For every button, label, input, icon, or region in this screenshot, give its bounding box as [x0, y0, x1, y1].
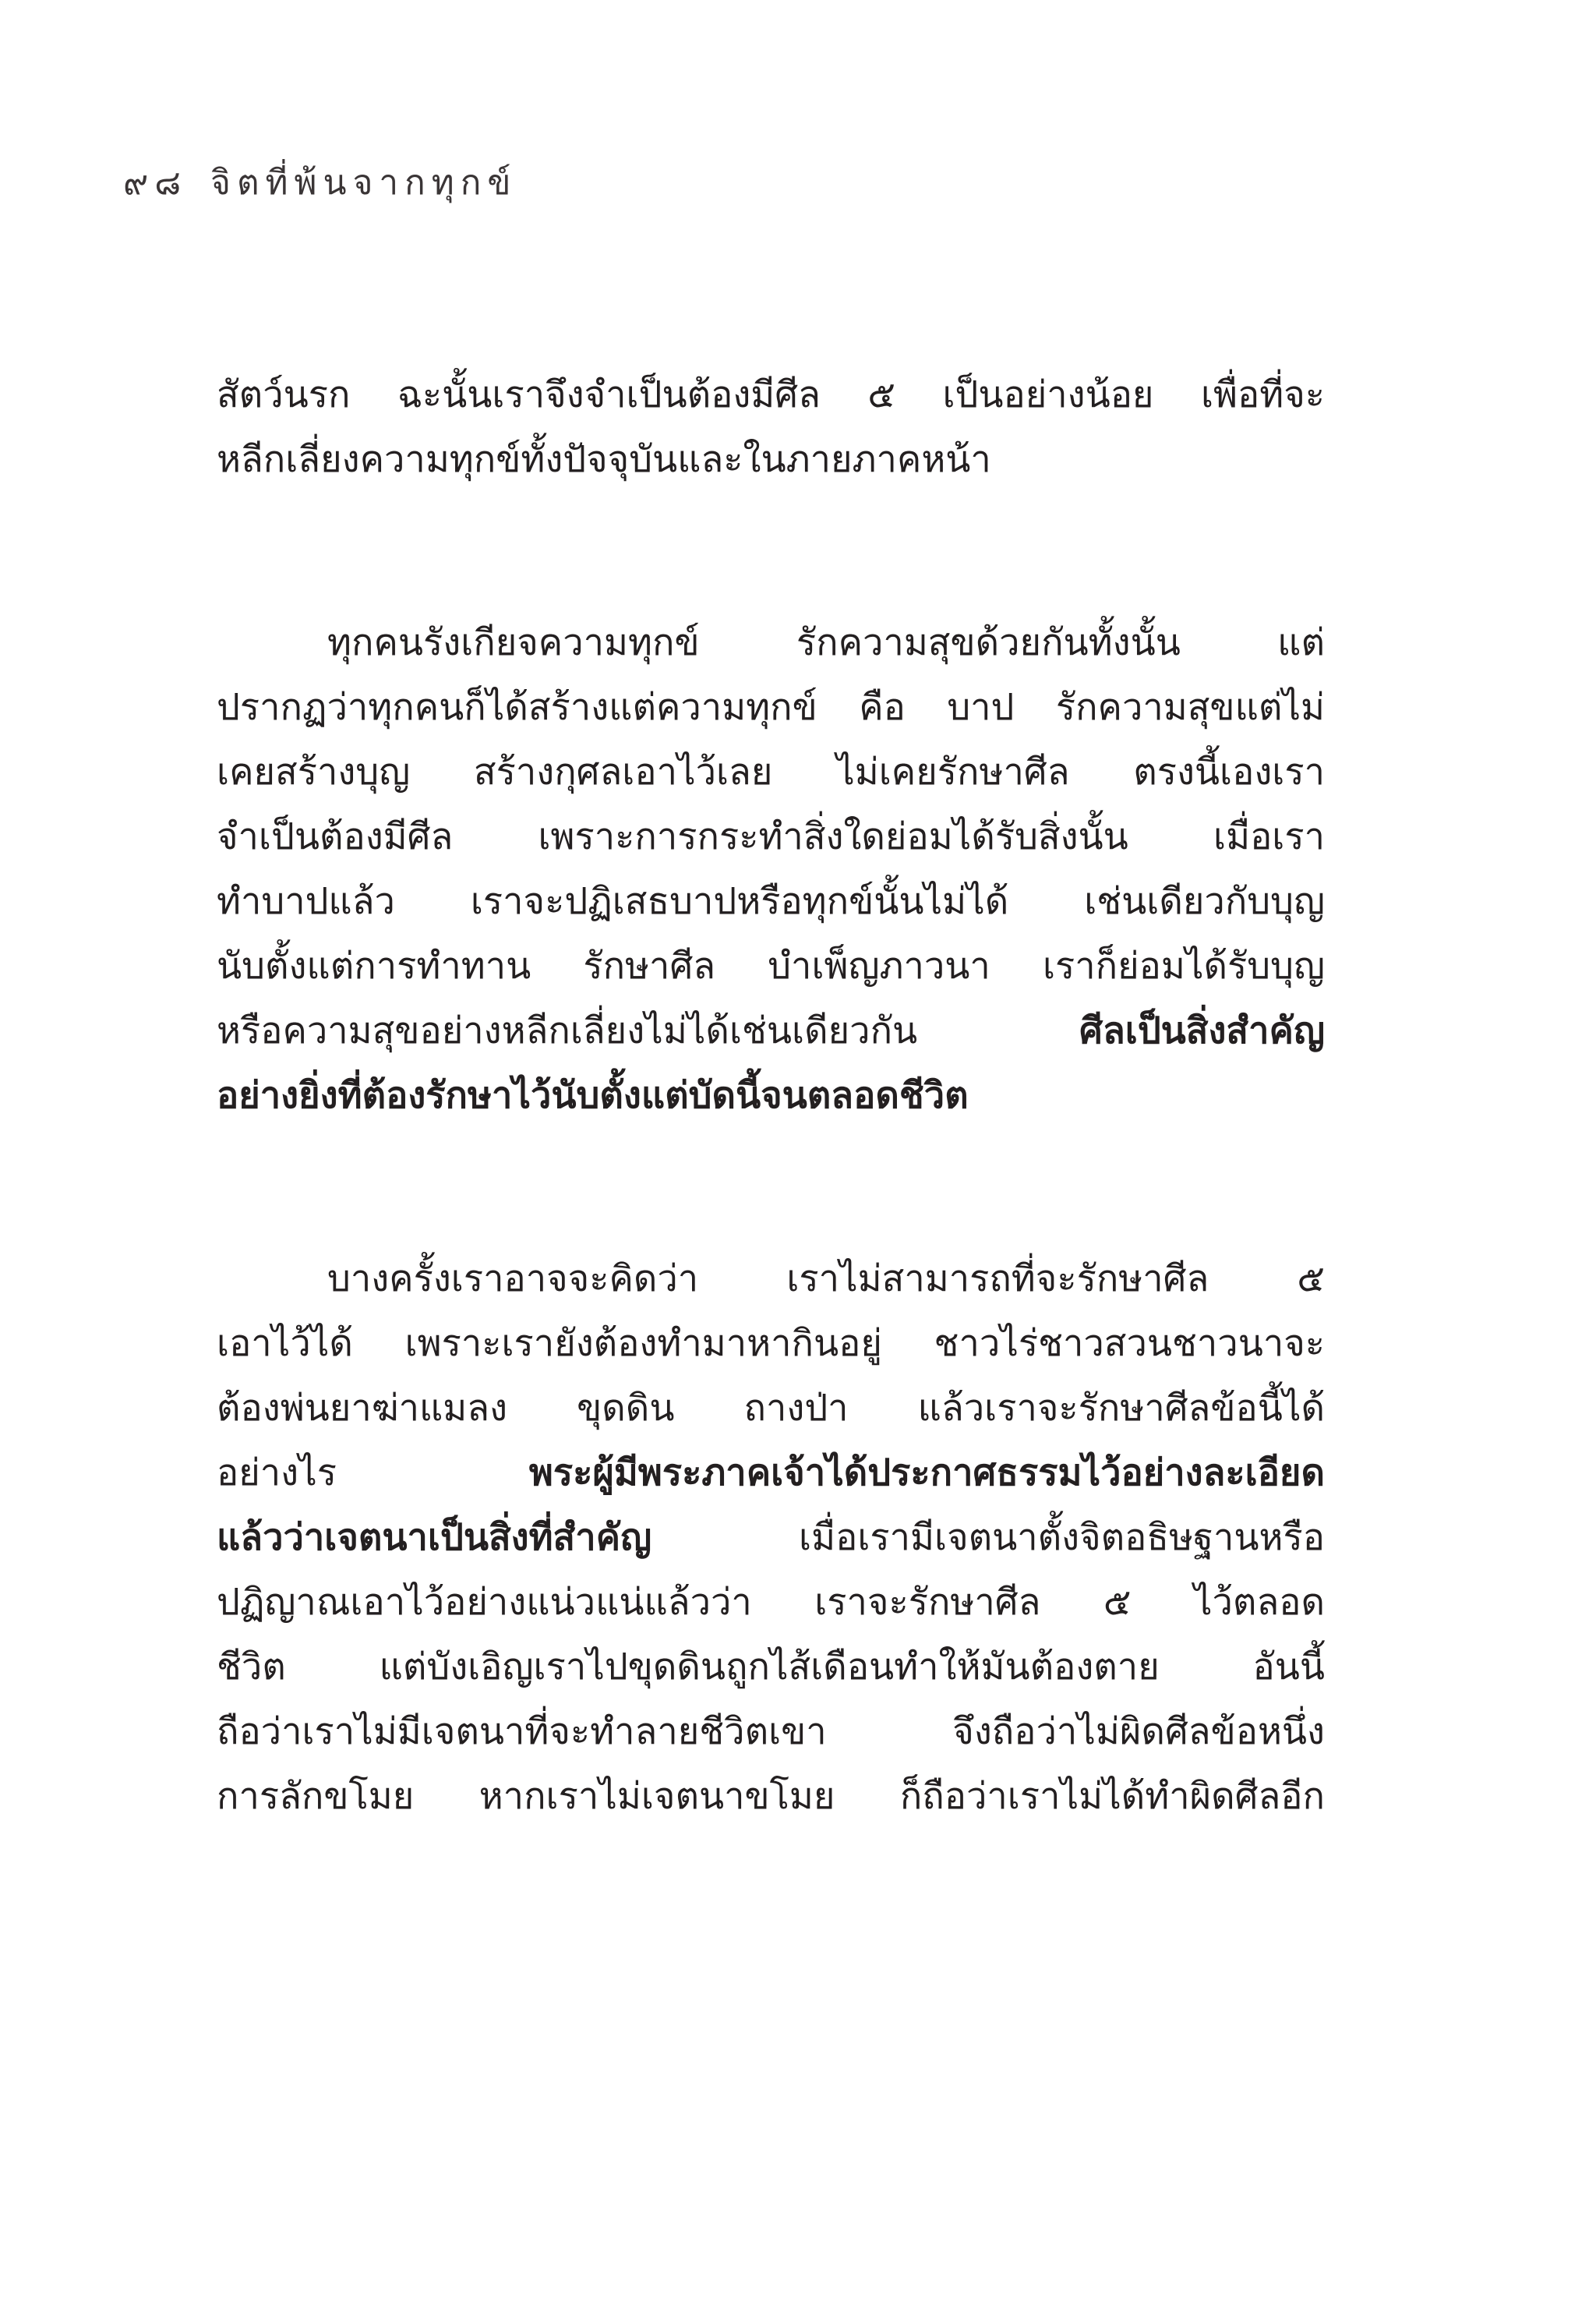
emphasis-text: แล้วว่าเจตนาเป็นสิ่งที่สำคัญ — [217, 1516, 652, 1559]
text-line — [217, 1441, 1325, 1505]
paragraph-2 — [217, 610, 1325, 1128]
text-segment: อย่างไร — [217, 1451, 529, 1494]
text-line: ถือว่าเราไม่มีเจตนาที่จะทำลายชีวิตเขา จึงถือว่าไม่ผิดศีลข้อหนึ่ง — [217, 1710, 1325, 1753]
text-line: บางครั้งเราอาจจะคิดว่า เราไม่สามารถที่จะรักษาศีล ๕ — [327, 1257, 1325, 1300]
text-line: จำเป็นต้องมีศีล เพราะการกระทำสิ่งใดย่อมได้รับสิ่งนั้น เมื่อเรา — [217, 815, 1325, 858]
text-line — [217, 1063, 1325, 1128]
text-line: หลีกเลี่ยงความทุกข์ทั้งปัจจุบันและในภายภาคหน้า — [217, 438, 991, 481]
text-line — [217, 1505, 1325, 1570]
running-header — [123, 160, 517, 207]
text-line: ปฏิญาณเอาไว้อย่างแน่วแน่แล้วว่า เราจะรักษาศีล ๕ ไว้ตลอด — [217, 1581, 1325, 1624]
paragraph-3 — [217, 1246, 1325, 1829]
page-number: ๙๘ — [123, 163, 188, 203]
text-line: ปรากฏว่าทุกคนก็ได้สร้างแต่ความทุกข์ คือ บาป รักความสุขแต่ไม่ — [217, 686, 1325, 729]
text-line: เอาไว้ได้ เพราะเรายังต้องทำมาหากินอยู่ ชาวไร่ชาวสวนชาวนาจะ — [217, 1322, 1325, 1365]
text-line: ทำบาปแล้ว เราจะปฏิเสธบาปหรือทุกข์นั้นไม่ได้ เช่นเดียวกับบุญ — [217, 880, 1325, 923]
text-segment: หรือความสุขอย่างหลีกเลี่ยงไม่ได้เช่นเดียวกัน — [217, 1009, 1080, 1052]
paragraph-1 — [217, 362, 1325, 492]
text-line: เคยสร้างบุญ สร้างกุศลเอาไว้เลย ไม่เคยรักษาศีล ตรงนี้เองเรา — [217, 751, 1325, 794]
emphasis-text: ศีลเป็นสิ่งสำคัญ — [1079, 1009, 1325, 1052]
text-line: นับตั้งแต่การทำทาน รักษาศีล บำเพ็ญภาวนา เราก็ย่อมได้รับบุญ — [217, 945, 1325, 988]
book-title: จิตที่พ้นจากทุกข์ — [210, 163, 517, 203]
emphasis-text: อย่างยิ่งที่ต้องรักษาไว้นับตั้งแต่บัดนี้จนตลอดชีวิต — [217, 1074, 969, 1117]
text-segment: เมื่อเรามีเจตนาตั้งจิตอธิษฐานหรือ — [651, 1516, 1325, 1559]
body-text — [217, 362, 1325, 1829]
text-line: ทุกคนรังเกียจความทุกข์ รักความสุขด้วยกันทั้งนั้น แต่ — [327, 621, 1325, 664]
text-line: ชีวิต แต่บังเอิญเราไปขุดดินถูกไส้เดือนทำให้มันต้องตาย อันนี้ — [217, 1646, 1325, 1688]
text-line: สัตว์นรก ฉะนั้นเราจึงจำเป็นต้องมีศีล ๕ เป็นอย่างน้อย เพื่อที่จะ — [217, 373, 1325, 416]
text-line: ต้องพ่นยาฆ่าแมลง ขุดดิน ถางป่า แล้วเราจะรักษาศีลข้อนี้ได้ — [217, 1387, 1325, 1430]
text-line: การลักขโมย หากเราไม่เจตนาขโมย ก็ถือว่าเราไม่ได้ทำผิดศีลอีก — [217, 1775, 1325, 1818]
text-line — [217, 999, 1325, 1063]
emphasis-text: พระผู้มีพระภาคเจ้าได้ประกาศธรรมไว้อย่างละเอียด — [528, 1451, 1325, 1494]
